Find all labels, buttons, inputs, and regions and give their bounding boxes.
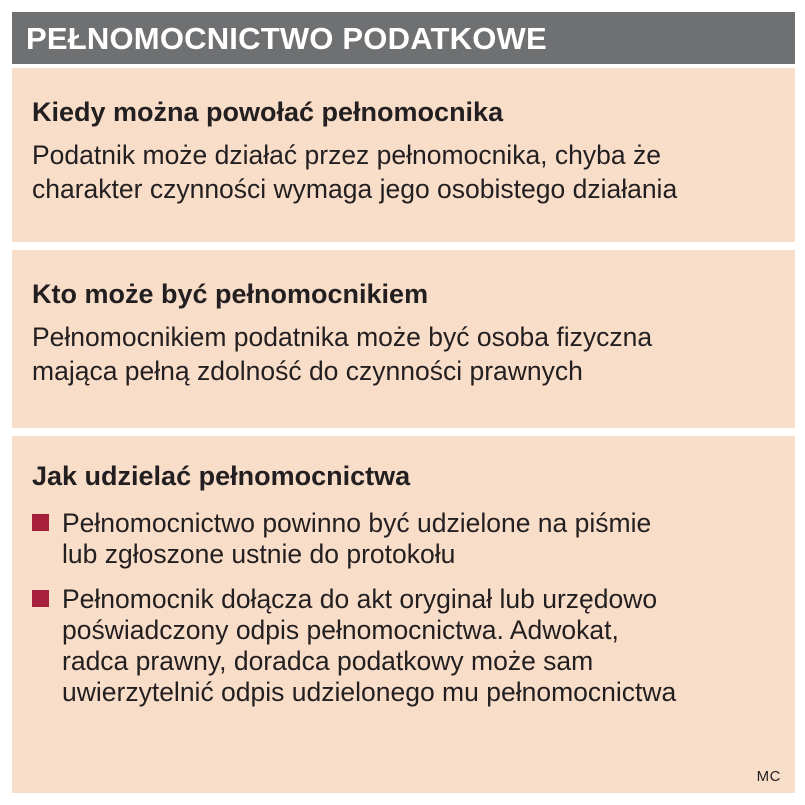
page-title: PEŁNOMOCNICTWO PODATKOWE bbox=[26, 20, 547, 56]
body-line: Pełnomocnikiem podatnika może być osoba fizyczna bbox=[32, 322, 653, 352]
bullet-line: poświadczony odpis pełnomocnictwa. Adwokat, bbox=[62, 615, 619, 645]
bullet-line: Pełnomocnictwo powinno być udzielone na piśmie bbox=[62, 508, 652, 538]
section-when bbox=[32, 94, 781, 206]
section-who bbox=[32, 276, 781, 388]
body-line: charakter czynności wymaga jego osobistego działania bbox=[32, 174, 678, 204]
section-heading: Jak udzielać pełnomocnictwa bbox=[32, 461, 411, 491]
square-bullet-icon bbox=[32, 590, 49, 607]
section-body bbox=[32, 138, 781, 206]
bullet-line: Pełnomocnik dołącza do akt oryginał lub urzędowo bbox=[62, 584, 658, 614]
header-bar bbox=[12, 12, 795, 64]
bullet-line: lub zgłoszone ustnie do protokołu bbox=[62, 539, 456, 569]
body-line: Podatnik może działać przez pełnomocnika, chyba że bbox=[32, 140, 661, 170]
section-how bbox=[32, 458, 781, 708]
section-heading: Kto może być pełnomocnikiem bbox=[32, 279, 429, 309]
bullet-line: radca prawny, doradca podatkowy może sam bbox=[62, 646, 594, 676]
list-item bbox=[32, 508, 781, 570]
section-divider bbox=[12, 428, 795, 436]
section-heading: Kiedy można powołać pełnomocnika bbox=[32, 97, 504, 127]
content-panel bbox=[12, 68, 795, 793]
list-item bbox=[32, 584, 781, 708]
bullet-line: uwierzytelnić odpis udzielonego mu pełnomocnictwa bbox=[62, 677, 677, 707]
body-line: mająca pełną zdolność do czynności prawnych bbox=[32, 356, 583, 386]
square-bullet-icon bbox=[32, 514, 49, 531]
author-credit: MC bbox=[756, 768, 781, 785]
section-divider bbox=[12, 242, 795, 250]
section-body bbox=[32, 320, 781, 388]
